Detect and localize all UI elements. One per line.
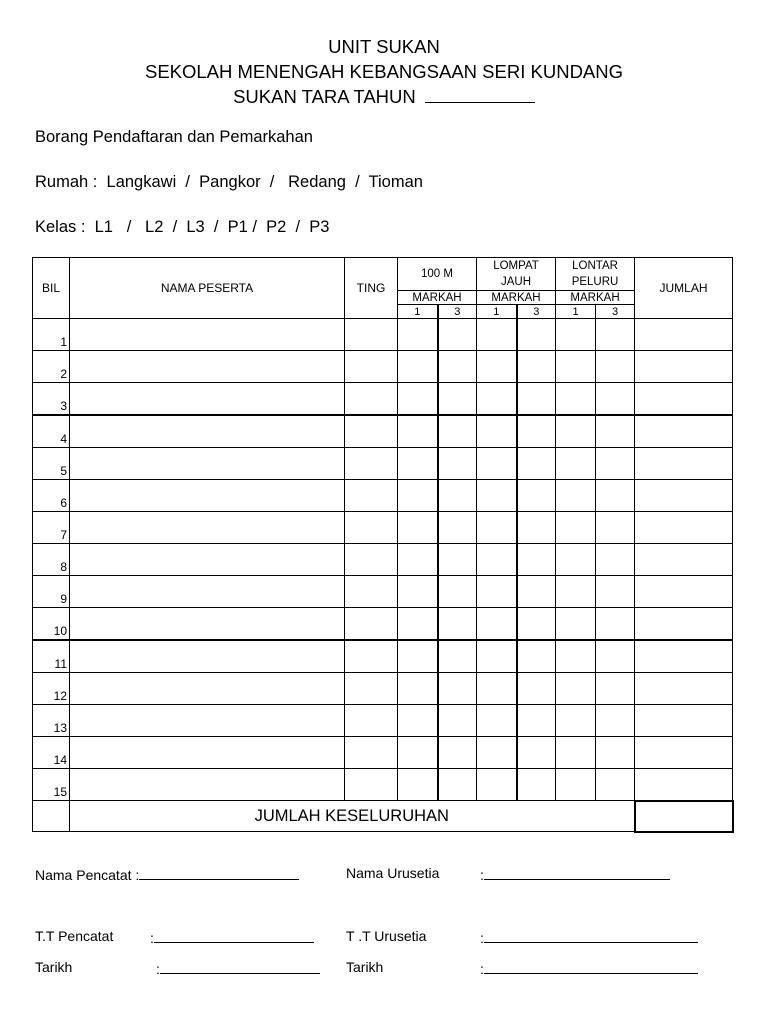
jumlah-cell[interactable]	[635, 544, 733, 576]
nama-pencatat-field[interactable]	[139, 865, 299, 880]
ting-cell[interactable]	[345, 448, 398, 480]
sub-header-1: 1	[398, 305, 438, 319]
grand-total-cell[interactable]	[635, 801, 733, 832]
score-lompat-1[interactable]	[477, 383, 517, 416]
ting-cell[interactable]	[345, 383, 398, 416]
form-title: Borang Pendaftaran dan Pemarkahan	[35, 128, 313, 146]
header-markah-100m: MARKAH	[398, 291, 477, 305]
score-lontar-1[interactable]	[556, 415, 596, 448]
score-lontar-1[interactable]	[556, 608, 596, 641]
document-header	[0, 34, 768, 109]
score-lontar-3[interactable]	[596, 608, 635, 641]
score-lontar-1[interactable]	[556, 383, 596, 416]
ting-cell[interactable]	[345, 769, 398, 801]
score-lontar-3[interactable]	[596, 480, 635, 512]
score-100m-1[interactable]	[398, 769, 438, 801]
tarikh-urusetia-field-line	[480, 959, 698, 977]
ting-cell[interactable]	[345, 673, 398, 705]
score-lompat-1[interactable]	[477, 769, 517, 801]
score-lontar-1[interactable]	[556, 480, 596, 512]
tt-urusetia-label: T .T Urusetia	[346, 928, 427, 944]
row-number: 15	[33, 769, 70, 801]
ting-cell[interactable]	[345, 737, 398, 769]
score-lontar-1[interactable]	[556, 769, 596, 801]
tarikh-label: Tarikh	[346, 959, 384, 975]
colon: :	[150, 930, 154, 946]
table-row	[33, 673, 733, 705]
header-lompat-jauh: LOMPAT JAUH	[477, 258, 556, 291]
sub-header-3: 3	[438, 305, 477, 319]
tarikh-label: Tarikh	[35, 959, 73, 975]
jumlah-cell[interactable]	[635, 737, 733, 769]
nama-peserta-cell[interactable]	[70, 640, 345, 673]
jumlah-cell[interactable]	[635, 576, 733, 608]
score-lontar-1[interactable]	[556, 512, 596, 544]
score-lontar-1[interactable]	[556, 319, 596, 351]
ting-cell[interactable]	[345, 608, 398, 641]
header-unit: UNIT SUKAN	[328, 36, 440, 57]
jumlah-cell[interactable]	[635, 512, 733, 544]
nama-peserta-cell[interactable]	[70, 769, 345, 801]
nama-urusetia-line	[346, 865, 439, 881]
score-100m-3[interactable]	[438, 512, 477, 544]
score-lompat-1[interactable]	[477, 448, 517, 480]
score-lompat-3[interactable]	[517, 640, 556, 673]
jumlah-cell[interactable]	[635, 383, 733, 416]
score-lompat-1[interactable]	[477, 673, 517, 705]
score-lompat-3[interactable]	[517, 544, 556, 576]
score-100m-3[interactable]	[438, 640, 477, 673]
nama-peserta-cell[interactable]	[70, 319, 345, 351]
score-lompat-1[interactable]	[477, 512, 517, 544]
nama-peserta-cell[interactable]	[70, 448, 345, 480]
nama-peserta-cell[interactable]	[70, 512, 345, 544]
sub-header-3: 3	[517, 305, 556, 319]
jumlah-cell[interactable]	[635, 769, 733, 801]
score-100m-3[interactable]	[438, 351, 477, 383]
sub-header-1: 1	[556, 305, 596, 319]
ting-cell[interactable]	[345, 705, 398, 737]
score-100m-1[interactable]	[398, 480, 438, 512]
score-100m-3[interactable]	[438, 737, 477, 769]
score-lontar-3[interactable]	[596, 576, 635, 608]
score-100m-1[interactable]	[398, 544, 438, 576]
score-lontar-3[interactable]	[596, 383, 635, 416]
table-row	[33, 544, 733, 576]
colon: :	[480, 867, 484, 883]
tt-urusetia-field[interactable]	[484, 928, 698, 943]
table-row	[33, 737, 733, 769]
header-event-line	[0, 84, 768, 109]
header-lontar-peluru: LONTAR PELURU	[556, 258, 635, 291]
tt-pencatat-field[interactable]	[154, 928, 314, 943]
jumlah-cell[interactable]	[635, 608, 733, 641]
header-bil: BIL	[33, 258, 70, 319]
score-100m-1[interactable]	[398, 576, 438, 608]
row-number: 14	[33, 737, 70, 769]
score-lompat-3[interactable]	[517, 415, 556, 448]
score-lompat-1[interactable]	[477, 351, 517, 383]
score-lompat-1[interactable]	[477, 544, 517, 576]
header-event: SUKAN TARA TAHUN	[233, 86, 416, 107]
score-lompat-3[interactable]	[517, 576, 556, 608]
score-100m-1[interactable]	[398, 351, 438, 383]
nama-pencatat-label: Nama Pencatat :	[35, 867, 140, 883]
table-row	[33, 608, 733, 641]
score-lompat-1[interactable]	[477, 608, 517, 641]
score-100m-3[interactable]	[438, 769, 477, 801]
kelas-options: Kelas : L1 / L2 / L3 / P1 / P2 / P3	[35, 218, 330, 236]
score-lontar-3[interactable]	[596, 705, 635, 737]
score-lompat-3[interactable]	[517, 351, 556, 383]
score-100m-3[interactable]	[438, 480, 477, 512]
row-number: 8	[33, 544, 70, 576]
nama-urusetia-field-line	[480, 865, 670, 883]
score-100m-1[interactable]	[398, 383, 438, 416]
score-lompat-1[interactable]	[477, 737, 517, 769]
score-100m-1[interactable]	[398, 448, 438, 480]
row-number: 9	[33, 576, 70, 608]
tt-urusetia-line	[346, 928, 426, 944]
header-school: SEKOLAH MENENGAH KEBANGSAAN SERI KUNDANG	[144, 61, 624, 82]
table-row	[33, 769, 733, 801]
nama-urusetia-field[interactable]	[484, 865, 670, 880]
tarikh-pencatat-field-line	[156, 959, 320, 977]
sub-header-1: 1	[477, 305, 517, 319]
nama-peserta-cell[interactable]	[70, 673, 345, 705]
sub-header-3: 3	[596, 305, 635, 319]
score-lompat-1[interactable]	[477, 705, 517, 737]
rumah-options: Rumah : Langkawi / Pangkor / Redang / Tioman	[35, 173, 423, 191]
colon: :	[480, 961, 484, 977]
score-100m-1[interactable]	[398, 640, 438, 673]
tt-pencatat-label: T.T Pencatat	[35, 928, 114, 944]
row-number: 12	[33, 673, 70, 705]
row-number: 13	[33, 705, 70, 737]
score-lompat-3[interactable]	[517, 769, 556, 801]
ting-cell[interactable]	[345, 640, 398, 673]
score-lompat-3[interactable]	[517, 319, 556, 351]
row-number: 1	[33, 319, 70, 351]
tarikh-urusetia-line	[346, 959, 383, 975]
score-100m-3[interactable]	[438, 415, 477, 448]
tt-pencatat-line	[35, 928, 113, 944]
row-number: 11	[33, 640, 70, 673]
header-jumlah: JUMLAH	[635, 258, 733, 319]
score-lontar-3[interactable]	[596, 319, 635, 351]
score-100m-3[interactable]	[438, 383, 477, 416]
score-lompat-3[interactable]	[517, 608, 556, 641]
jumlah-cell[interactable]	[635, 415, 733, 448]
score-lompat-3[interactable]	[517, 673, 556, 705]
row-number: 6	[33, 480, 70, 512]
tt-urusetia-field-line	[480, 928, 698, 946]
score-lompat-1[interactable]	[477, 576, 517, 608]
score-100m-3[interactable]	[438, 576, 477, 608]
score-lompat-3[interactable]	[517, 383, 556, 416]
tarikh-urusetia-field[interactable]	[484, 959, 698, 974]
score-lompat-3[interactable]	[517, 480, 556, 512]
colon: :	[480, 930, 484, 946]
score-lontar-3[interactable]	[596, 415, 635, 448]
colon: :	[156, 961, 160, 977]
jumlah-cell[interactable]	[635, 673, 733, 705]
ting-cell[interactable]	[345, 576, 398, 608]
table-row	[33, 705, 733, 737]
header-100m: 100 M	[398, 258, 477, 291]
table-row	[33, 512, 733, 544]
nama-pencatat-line	[35, 865, 299, 883]
score-lompat-3[interactable]	[517, 737, 556, 769]
score-lontar-1[interactable]	[556, 640, 596, 673]
score-lompat-1[interactable]	[477, 415, 517, 448]
score-lompat-3[interactable]	[517, 512, 556, 544]
jumlah-cell[interactable]	[635, 705, 733, 737]
score-lontar-1[interactable]	[556, 673, 596, 705]
score-100m-1[interactable]	[398, 673, 438, 705]
row-number: 2	[33, 351, 70, 383]
score-lompat-1[interactable]	[477, 640, 517, 673]
nama-peserta-cell[interactable]	[70, 415, 345, 448]
header-markah-lontar: MARKAH	[556, 291, 635, 305]
table-row	[33, 640, 733, 673]
ting-cell[interactable]	[345, 544, 398, 576]
table-row	[33, 480, 733, 512]
score-100m-1[interactable]	[398, 737, 438, 769]
row-number: 3	[33, 383, 70, 416]
table-row	[33, 351, 733, 383]
score-100m-1[interactable]	[398, 319, 438, 351]
nama-peserta-cell[interactable]	[70, 576, 345, 608]
header-ting: TING	[345, 258, 398, 319]
table-row	[33, 576, 733, 608]
header-nama-peserta: NAMA PESERTA	[70, 258, 345, 319]
score-100m-3[interactable]	[438, 608, 477, 641]
score-100m-1[interactable]	[398, 705, 438, 737]
score-lompat-3[interactable]	[517, 705, 556, 737]
score-lontar-3[interactable]	[596, 673, 635, 705]
score-100m-3[interactable]	[438, 544, 477, 576]
row-number: 5	[33, 448, 70, 480]
row-number: 7	[33, 512, 70, 544]
score-lontar-1[interactable]	[556, 737, 596, 769]
tt-pencatat-field-line	[150, 928, 314, 946]
jumlah-cell[interactable]	[635, 351, 733, 383]
ting-cell[interactable]	[345, 319, 398, 351]
nama-peserta-cell[interactable]	[70, 383, 345, 416]
tarikh-pencatat-line	[35, 959, 72, 975]
score-100m-1[interactable]	[398, 608, 438, 641]
ting-cell[interactable]	[345, 351, 398, 383]
ting-cell[interactable]	[345, 512, 398, 544]
score-100m-3[interactable]	[438, 705, 477, 737]
ting-cell[interactable]	[345, 415, 398, 448]
nama-peserta-cell[interactable]	[70, 351, 345, 383]
score-lontar-1[interactable]	[556, 351, 596, 383]
table-row	[33, 319, 733, 351]
jumlah-cell[interactable]	[635, 319, 733, 351]
score-lompat-1[interactable]	[477, 319, 517, 351]
nama-peserta-cell[interactable]	[70, 737, 345, 769]
score-lontar-3[interactable]	[596, 351, 635, 383]
score-100m-3[interactable]	[438, 673, 477, 705]
score-lompat-1[interactable]	[477, 480, 517, 512]
score-100m-1[interactable]	[398, 512, 438, 544]
ting-cell[interactable]	[345, 480, 398, 512]
row-number: 10	[33, 608, 70, 641]
nama-peserta-cell[interactable]	[70, 608, 345, 641]
nama-peserta-cell[interactable]	[70, 705, 345, 737]
table-row	[33, 415, 733, 448]
score-lontar-3[interactable]	[596, 769, 635, 801]
nama-urusetia-label: Nama Urusetia	[346, 865, 440, 881]
jumlah-cell[interactable]	[635, 640, 733, 673]
total-label: JUMLAH KESELURUHAN	[70, 801, 635, 832]
tarikh-pencatat-field[interactable]	[160, 959, 320, 974]
score-100m-3[interactable]	[438, 319, 477, 351]
total-empty-cell	[33, 801, 70, 832]
score-100m-1[interactable]	[398, 415, 438, 448]
jumlah-cell[interactable]	[635, 448, 733, 480]
score-lompat-3[interactable]	[517, 448, 556, 480]
score-lontar-3[interactable]	[596, 544, 635, 576]
jumlah-cell[interactable]	[635, 480, 733, 512]
score-lontar-1[interactable]	[556, 705, 596, 737]
table-row	[33, 448, 733, 480]
score-lontar-3[interactable]	[596, 640, 635, 673]
score-lontar-1[interactable]	[556, 544, 596, 576]
year-blank[interactable]	[425, 86, 535, 103]
nama-peserta-cell[interactable]	[70, 544, 345, 576]
table-row	[33, 383, 733, 416]
score-lontar-3[interactable]	[596, 448, 635, 480]
score-lontar-1[interactable]	[556, 448, 596, 480]
score-lontar-1[interactable]	[556, 576, 596, 608]
header-markah-lompat: MARKAH	[477, 291, 556, 305]
score-100m-3[interactable]	[438, 448, 477, 480]
score-lontar-3[interactable]	[596, 512, 635, 544]
score-lontar-3[interactable]	[596, 737, 635, 769]
nama-peserta-cell[interactable]	[70, 480, 345, 512]
registration-table	[32, 257, 734, 833]
row-number: 4	[33, 415, 70, 448]
